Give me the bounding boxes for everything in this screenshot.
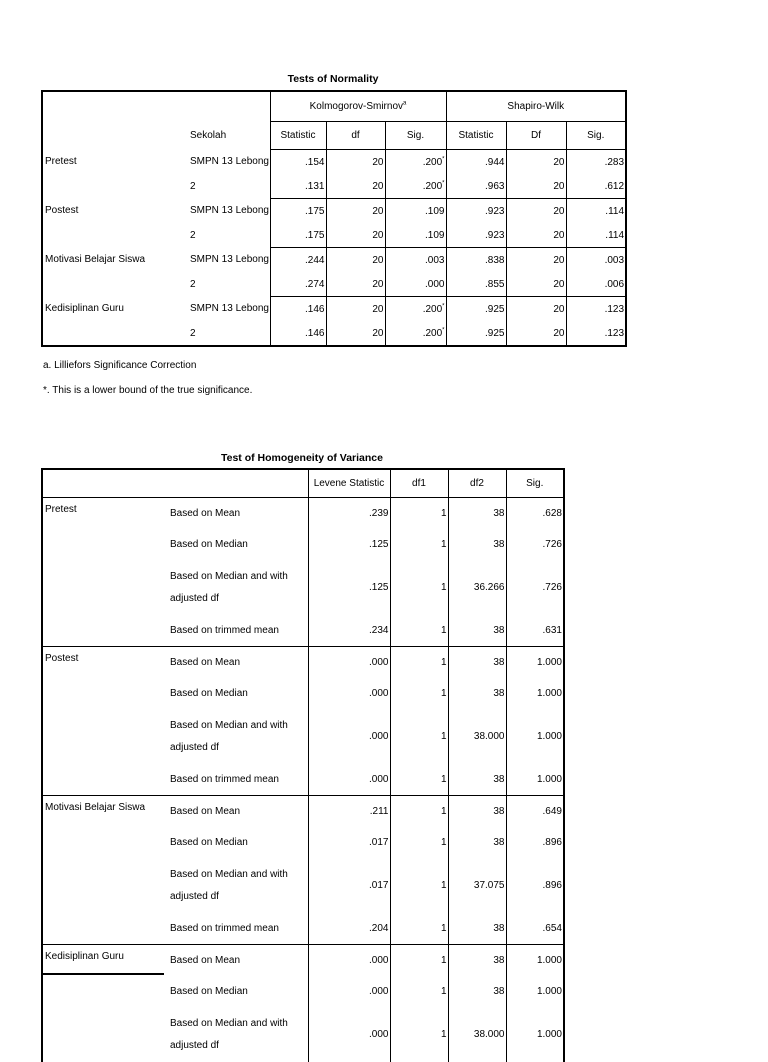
- school-label: SMPN 13 Lebong: [166, 248, 270, 273]
- sw-statistic-cell: .923: [446, 223, 506, 248]
- levene-cell: .000: [308, 976, 390, 1007]
- sw-df-cell: 20: [506, 150, 566, 175]
- sw-sig-cell: .612: [566, 174, 626, 199]
- ks-sig-value: .200: [423, 157, 442, 168]
- levene-cell: .234: [308, 615, 390, 647]
- normality-body: [42, 150, 626, 347]
- table-row: [42, 498, 564, 530]
- sw-statistic-cell: .923: [446, 199, 506, 224]
- ks-sig-cell: [385, 174, 446, 199]
- ks-sig-mark: *: [442, 180, 444, 186]
- sig-cell: 1.000: [506, 1007, 564, 1062]
- ks-sig-value: .200: [423, 328, 442, 339]
- variable-label: [42, 678, 166, 709]
- normality-table: [41, 90, 627, 347]
- ks-statistic-cell: .274: [270, 272, 326, 297]
- levene-cell: .211: [308, 796, 390, 828]
- ks-df-cell: 20: [326, 199, 385, 224]
- homogeneity-column-header: [42, 469, 564, 498]
- df2-cell: 38: [448, 796, 506, 828]
- sw-df-cell: 20: [506, 174, 566, 199]
- df2-cell: 38.000: [448, 1007, 506, 1062]
- normality-column-header: [42, 122, 626, 150]
- levene-cell: .000: [308, 709, 390, 764]
- ks-sig-cell: [385, 297, 446, 322]
- ks-statistic-header: Statistic: [270, 122, 326, 150]
- school-label: 2: [166, 321, 270, 346]
- basis-label: Based on Mean: [166, 647, 308, 679]
- table-row: [42, 174, 626, 199]
- variable-label: Kedisiplinan Guru: [42, 297, 166, 322]
- ks-df-cell: 20: [326, 297, 385, 322]
- sig-header: Sig.: [506, 469, 564, 498]
- df1-cell: 1: [390, 913, 448, 945]
- sw-sig-cell: .114: [566, 223, 626, 248]
- sw-sig-cell: .123: [566, 297, 626, 322]
- variable-label: Postest: [42, 199, 166, 224]
- sw-df-cell: 20: [506, 248, 566, 273]
- school-label: 2: [166, 223, 270, 248]
- variable-label: [42, 1007, 166, 1062]
- sig-cell: 1.000: [506, 945, 564, 977]
- sw-statistic-cell: .855: [446, 272, 506, 297]
- ks-sig-value: .003: [425, 255, 444, 266]
- table-row: [42, 976, 564, 1007]
- basis-label: Based on Mean: [166, 498, 308, 530]
- sw-sig-cell: .283: [566, 150, 626, 175]
- table-row: [42, 913, 564, 945]
- ks-statistic-cell: .175: [270, 223, 326, 248]
- sig-cell: 1.000: [506, 647, 564, 679]
- df1-cell: 1: [390, 945, 448, 977]
- ks-sig-value: .109: [425, 230, 444, 241]
- table-row: [42, 678, 564, 709]
- variable-label: [42, 321, 166, 346]
- ks-sig-mark: *: [442, 156, 444, 162]
- ks-sig-cell: [385, 223, 446, 248]
- basis-label: Based on Median: [166, 678, 308, 709]
- df1-cell: 1: [390, 498, 448, 530]
- df2-cell: 38: [448, 498, 506, 530]
- df1-cell: 1: [390, 647, 448, 679]
- ks-df-cell: 20: [326, 174, 385, 199]
- df1-cell: 1: [390, 678, 448, 709]
- normality-title: Tests of Normality: [41, 73, 625, 85]
- school-label: 2: [166, 174, 270, 199]
- df2-cell: 38: [448, 913, 506, 945]
- df1-cell: 1: [390, 1007, 448, 1062]
- table-row: [42, 321, 626, 346]
- df2-cell: 38: [448, 529, 506, 560]
- ks-sig-cell: [385, 248, 446, 273]
- sig-cell: .726: [506, 560, 564, 615]
- variable-label: [42, 529, 166, 560]
- ks-statistic-cell: .131: [270, 174, 326, 199]
- basis-label: Based on trimmed mean: [166, 764, 308, 796]
- sig-cell: .896: [506, 827, 564, 858]
- sw-df-cell: 20: [506, 321, 566, 346]
- levene-cell: .000: [308, 678, 390, 709]
- levene-cell: .000: [308, 764, 390, 796]
- levene-cell: .239: [308, 498, 390, 530]
- ks-sig-mark: *: [442, 303, 444, 309]
- df2-cell: 38: [448, 647, 506, 679]
- normality-group-header: [42, 91, 626, 122]
- df2-cell: 38: [448, 678, 506, 709]
- basis-label: Based on trimmed mean: [166, 913, 308, 945]
- sw-sig-cell: .114: [566, 199, 626, 224]
- sw-df-cell: 20: [506, 223, 566, 248]
- variable-label: [42, 827, 166, 858]
- ks-sig-value: .200: [423, 181, 442, 192]
- variable-label: Motivasi Belajar Siswa: [42, 248, 166, 273]
- table-row: [42, 529, 564, 560]
- table-row: [42, 150, 626, 175]
- sw-statistic-cell: .838: [446, 248, 506, 273]
- variable-label: Postest: [42, 647, 166, 679]
- levene-cell: .125: [308, 529, 390, 560]
- table-row: [42, 1007, 564, 1062]
- basis-label: Based on Median: [166, 976, 308, 1007]
- sw-statistic-cell: .963: [446, 174, 506, 199]
- variable-label: [42, 174, 166, 199]
- table-row: [42, 297, 626, 322]
- variable-label: [42, 615, 166, 647]
- df2-cell: 38: [448, 615, 506, 647]
- levene-cell: .204: [308, 913, 390, 945]
- ks-df-cell: 20: [326, 272, 385, 297]
- ks-sig-value: .000: [425, 279, 444, 290]
- sig-cell: .631: [506, 615, 564, 647]
- basis-label: Based on Mean: [166, 945, 308, 977]
- sw-df-header: Df: [506, 122, 566, 150]
- variable-label: Kedisiplinan Guru: [42, 945, 166, 977]
- table-row: [42, 199, 626, 224]
- levene-cell: .125: [308, 560, 390, 615]
- sig-cell: .726: [506, 529, 564, 560]
- sw-df-cell: 20: [506, 272, 566, 297]
- table-row: [42, 223, 626, 248]
- basis-label: Based on Median and with adjusted df: [166, 1007, 308, 1062]
- df1-cell: 1: [390, 764, 448, 796]
- basis-label: Based on Median and with adjusted df: [166, 709, 308, 764]
- ks-group-header: Kolmogorov-Smirnov$^a$: [270, 91, 446, 122]
- ks-statistic-cell: .175: [270, 199, 326, 224]
- ks-statistic-cell: .146: [270, 297, 326, 322]
- basis-label: Based on Median: [166, 827, 308, 858]
- sw-df-cell: 20: [506, 297, 566, 322]
- levene-cell: .000: [308, 1007, 390, 1062]
- table-row: [42, 560, 564, 615]
- sig-cell: 1.000: [506, 678, 564, 709]
- levene-cell: .017: [308, 827, 390, 858]
- df1-cell: 1: [390, 858, 448, 913]
- ks-sig-mark: *: [442, 327, 444, 333]
- df2-cell: 36.266: [448, 560, 506, 615]
- sig-cell: .896: [506, 858, 564, 913]
- levene-cell: .000: [308, 945, 390, 977]
- variable-label: [42, 223, 166, 248]
- ks-statistic-cell: .244: [270, 248, 326, 273]
- sekolah-header: Sekolah: [166, 122, 270, 150]
- df2-cell: 38: [448, 764, 506, 796]
- basis-label: Based on Median: [166, 529, 308, 560]
- sw-sig-header: Sig.: [566, 122, 626, 150]
- ks-df-cell: 20: [326, 248, 385, 273]
- sig-cell: .649: [506, 796, 564, 828]
- variable-label: Pretest: [42, 150, 166, 175]
- sig-cell: .628: [506, 498, 564, 530]
- table-row: [42, 647, 564, 679]
- df1-cell: 1: [390, 560, 448, 615]
- school-label: SMPN 13 Lebong: [166, 297, 270, 322]
- table-row: [42, 827, 564, 858]
- table-row: [42, 709, 564, 764]
- basis-label: Based on trimmed mean: [166, 615, 308, 647]
- variable-label: Pretest: [42, 498, 166, 530]
- sw-df-cell: 20: [506, 199, 566, 224]
- ks-sig-cell: [385, 199, 446, 224]
- sw-sig-cell: .003: [566, 248, 626, 273]
- df2-cell: 38.000: [448, 709, 506, 764]
- levene-cell: .017: [308, 858, 390, 913]
- variable-label: Motivasi Belajar Siswa: [42, 796, 166, 828]
- variable-label: [42, 976, 166, 1007]
- ks-sig-cell: [385, 150, 446, 175]
- df1-cell: 1: [390, 796, 448, 828]
- df1-cell: 1: [390, 709, 448, 764]
- sig-cell: .654: [506, 913, 564, 945]
- df1-cell: 1: [390, 529, 448, 560]
- table-row: [42, 796, 564, 828]
- table-row: [42, 858, 564, 913]
- ks-sig-value: .200: [423, 304, 442, 315]
- sw-sig-cell: .123: [566, 321, 626, 346]
- sw-statistic-cell: .925: [446, 321, 506, 346]
- variable-label: [42, 272, 166, 297]
- ks-df-cell: 20: [326, 321, 385, 346]
- levene-header: Levene Statistic: [308, 469, 390, 498]
- variable-label: [42, 858, 166, 913]
- sig-cell: 1.000: [506, 764, 564, 796]
- basis-label: Based on Median and with adjusted df: [166, 858, 308, 913]
- sig-cell: 1.000: [506, 709, 564, 764]
- variable-label: [42, 560, 166, 615]
- sw-statistic-header: Statistic: [446, 122, 506, 150]
- basis-label: Based on Median and with adjusted df: [166, 560, 308, 615]
- sw-sig-cell: .006: [566, 272, 626, 297]
- footnote-lilliefors: a. Lilliefors Significance Correction: [43, 360, 196, 371]
- df2-header: df2: [448, 469, 506, 498]
- df2-cell: 38: [448, 827, 506, 858]
- school-label: SMPN 13 Lebong: [166, 150, 270, 175]
- variable-label: [42, 709, 166, 764]
- df2-cell: 38: [448, 945, 506, 977]
- sw-statistic-cell: .925: [446, 297, 506, 322]
- footnote-lower-bound: *. This is a lower bound of the true significance.: [43, 385, 252, 396]
- sw-statistic-cell: .944: [446, 150, 506, 175]
- ks-statistic-cell: .146: [270, 321, 326, 346]
- df1-cell: 1: [390, 976, 448, 1007]
- school-label: 2: [166, 272, 270, 297]
- ks-df-cell: 20: [326, 150, 385, 175]
- ks-statistic-cell: .154: [270, 150, 326, 175]
- df2-cell: 37.075: [448, 858, 506, 913]
- ks-sig-cell: [385, 272, 446, 297]
- df1-cell: 1: [390, 615, 448, 647]
- df1-cell: 1: [390, 827, 448, 858]
- basis-label: Based on Mean: [166, 796, 308, 828]
- levene-cell: .000: [308, 647, 390, 679]
- sig-cell: 1.000: [506, 976, 564, 1007]
- sw-group-header: Shapiro-Wilk: [446, 91, 626, 122]
- ks-sig-cell: [385, 321, 446, 346]
- df2-cell: 38: [448, 976, 506, 1007]
- table-row: [42, 945, 564, 977]
- homogeneity-title: Test of Homogeneity of Variance: [41, 452, 563, 464]
- homogeneity-body: [42, 498, 564, 1062]
- ks-sig-header: Sig.: [385, 122, 446, 150]
- ks-df-header: df: [326, 122, 385, 150]
- school-label: SMPN 13 Lebong: [166, 199, 270, 224]
- variable-label: [42, 764, 166, 796]
- table-row: [42, 248, 626, 273]
- ks-sig-value: .109: [425, 206, 444, 217]
- table-row: [42, 272, 626, 297]
- table-row: [42, 615, 564, 647]
- table-bottom-rule: [41, 973, 164, 975]
- df1-header: df1: [390, 469, 448, 498]
- variable-label: [42, 913, 166, 945]
- table-row: [42, 764, 564, 796]
- ks-df-cell: 20: [326, 223, 385, 248]
